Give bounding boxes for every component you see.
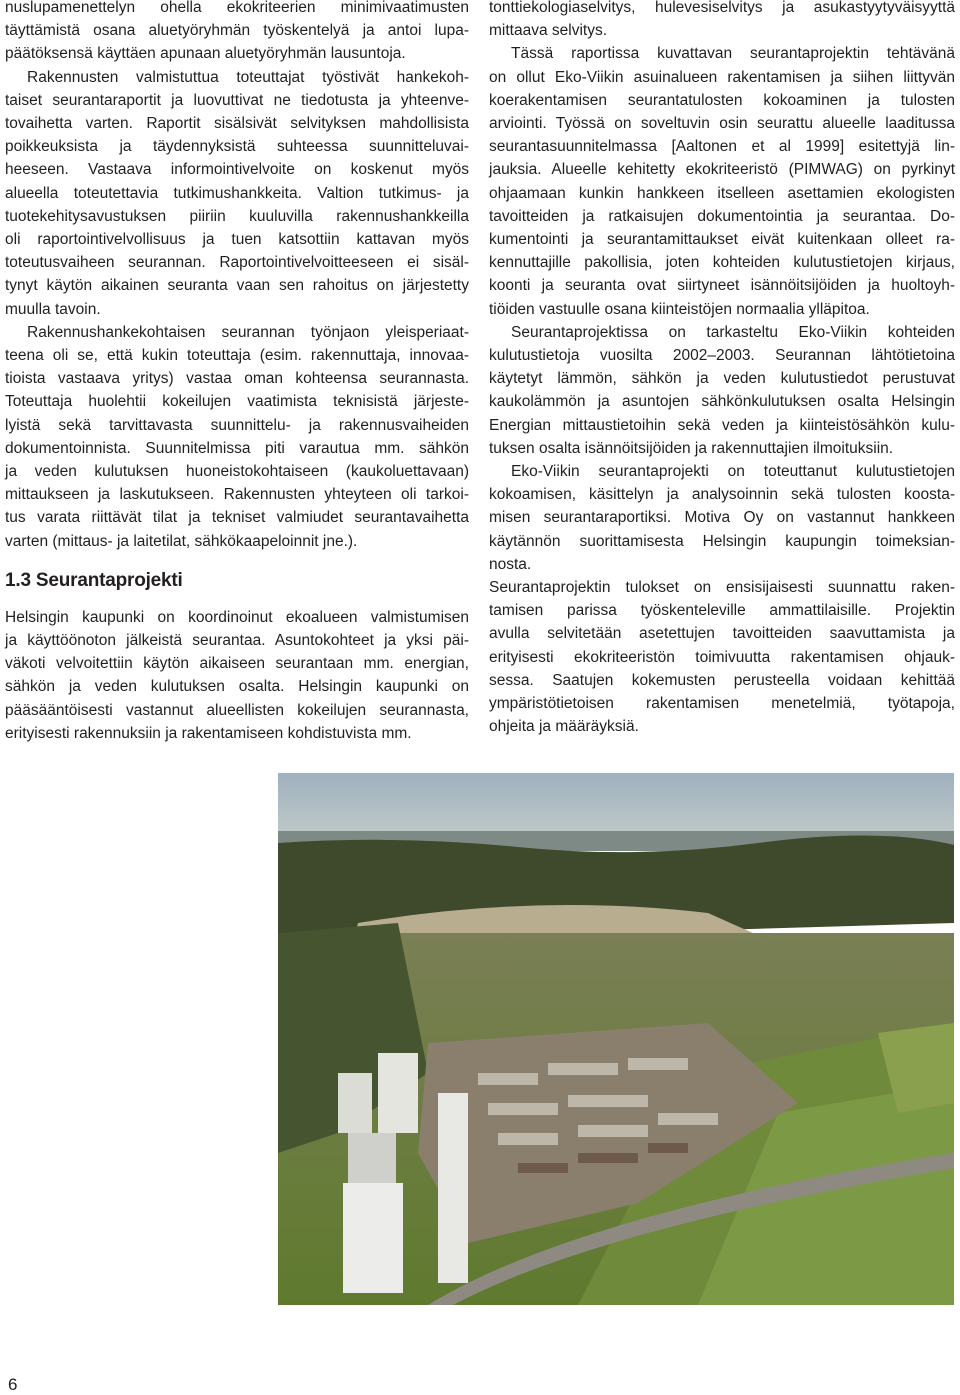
text-line: tavoitteiden ja ratkaisujen dokumentointia ja seurantaa. Do- (489, 207, 955, 225)
paragraph-surveys (489, 0, 955, 42)
text-line: Seurantaprojektin tulokset on ensisijaisesti suunnattu raken- (489, 579, 955, 597)
text-line: Tässä raportissa kuvattavan seurantaprojektin tehtävänä (511, 45, 955, 63)
text-line: koerakentamisen seurantatulosten kokoaminen ja tulosten (489, 91, 955, 109)
text-line: Eko-Viikin seurantaprojekti on toteuttanut kulutustietojen (511, 463, 955, 481)
text-line: ohjeita ja määräyksiä. (489, 718, 639, 736)
text-line: seurantasuunnitelmassa [Aaltonen et al 1999] esitettyjä lin- (489, 138, 955, 156)
text-line: erityisesti rakennuksiin ja rakentamiseen kohdistuvista mm. (5, 724, 412, 742)
text-line: tamisen parissa työskenteleville ammattilaisille. Projektin (489, 602, 955, 620)
text-line: taiset seurantaraportit ja luovuttivat ne tiedotusta ja yhteenve- (5, 91, 469, 109)
text-line: sähkön ja veden kulutuksen osalta. Helsingin kaupunki on (5, 678, 469, 696)
text-line: Energian mittaustietoihin sekä veden ja kiinteistösähkön kulu- (489, 416, 955, 434)
text-line: käytetyt lämmön, sähkön ja veden kulutustiedot perustuvat (489, 370, 955, 388)
paragraph-project-execution (489, 460, 955, 576)
text-line: tioista vastaava yritys) vastaa oman kohteensa seurannasta. (5, 370, 469, 388)
text-line: ohjaamaan kunkin hankkeen itselleen asettamien ekologisten (489, 184, 955, 202)
paragraph-division-of-work (5, 321, 469, 553)
text-line: ja käyttöönoton jälkeistä seurantaa. Asuntokohteet ja yksi päi- (5, 632, 469, 650)
text-line: kokoamisen, käsittelyn ja analysoinnin sekä tulosten koosta- (489, 486, 955, 504)
text-line: koonti ja seuranta ovat siirtyneet isännöitsijöiden ja huoltoyh- (489, 277, 955, 295)
text-line: tonttiekologiaselvitys, hulevesiselvitys ja asukastyytyväisyyttä (489, 0, 955, 16)
text-line: muulla tavoin. (5, 300, 101, 318)
text-line: on ollut Eko-Viikin asuinalueen rakentamisen ja siihen liittyvän (489, 68, 955, 86)
text-line: toteutusvaiheen seurannan. Raportointivelvoitteeseen ei sisäl- (5, 254, 469, 272)
text-line: sessa. Saatujen kokemusten perusteella voidaan kehittää (489, 671, 955, 689)
text-line: Toteuttaja huolehtii kokeilujen vaatimista teknisistä järjeste- (5, 393, 469, 411)
text-line: erityisesti ekokriteeristön toimivuutta rakentamisen ohjauk- (489, 648, 955, 666)
text-line: avulla selvitetään asetettujen tavoitteiden saavuttamista ja (489, 625, 955, 643)
text-line: heeseen. Vastaava informointivelvoite on koskenut myös (5, 161, 469, 179)
text-line: täyttämistä osana aluetyöryhmän työskentelyä ja antoi lupa- (5, 22, 469, 40)
aerial-photo (278, 773, 954, 1305)
text-line: dokumentoinnista. Suunnitelmissa piti varautua mm. sähkön (5, 439, 469, 457)
text-line: kumentointi ja seurantamittaukset eivät kuitenkaan olleet ra- (489, 231, 955, 249)
text-line: käytännön suorittamisesta Helsingin kaupungin toimeksian- (489, 532, 955, 550)
text-line: pääsääntöisesti vastannut alueellisten kokeilujen seurannasta, (5, 701, 469, 719)
text-line: kennuttajille pakollisia, joten kohteiden kulutustietojen kirjaus, (489, 254, 955, 272)
text-line: jauksia. Alueelle kehitetty ekokriteeristö (PIMWAG) on pyrkinyt (489, 161, 955, 179)
text-line: Rakennushankekohtaisen seurannan työnjaon yleisperiaat- (27, 323, 469, 341)
text-line: kaukolämmön ja asuntojen sähkönkulutuksen osalta Helsingin (489, 393, 955, 411)
text-line: teena oli se, että kukin toteuttaja (esim. rakennuttaja, innovaa- (5, 347, 469, 365)
text-line: oli raportointivelvollisuus ja tuen katsottiin kattavan myös (5, 231, 469, 249)
page-number: 6 (8, 1375, 18, 1394)
text-line: varten (mittaus- ja laitetilat, sähkökaapeloinnit jne.). (5, 532, 358, 550)
text-line: tuotekehitysavustuksen piiriin kuuluvilla rakennushankkeilla (5, 207, 469, 225)
paragraph-city-coordination (5, 606, 469, 745)
text-line: tiöiden vastuulle osana kiinteistöjen normaalia ylläpitoa. (489, 300, 870, 318)
paragraph-project-task (489, 42, 955, 320)
text-line: Rakennusten valmistuttua toteuttajat työstivät hankekoh- (27, 68, 469, 86)
text-line: lyistä sekä tarvittavasta suunnittelu- ja rakennusvaiheiden (5, 416, 469, 434)
text-line: nuslupamenettelyn ohella ekokriteerien minimivaatimusten (5, 0, 469, 16)
text-line: tus varata riittävät tilat ja tekniset valmiudet seurantavaihetta (5, 509, 469, 527)
text-line: päätöksensä käyttäen apunaan aluetyöryhmän lausuntoja. (5, 45, 406, 63)
text-line: Seurantaprojektissa on tarkasteltu Eko-Viikin kohteiden (511, 323, 955, 341)
text-line: mittaava selvitys. (489, 22, 608, 40)
paragraph-consumption-data (489, 321, 955, 460)
right-column (489, 0, 955, 739)
text-line: kulutustietoja vuosilta 2002–2003. Seurannan lähtötietoina (489, 347, 955, 365)
text-line: ja veden kulutuksen huoneistokohtaiseen (kaukoluettavaan) (5, 463, 469, 481)
text-line: alueella toteutettavia tutkimushankkeita. Valtion tutkimus- ja (5, 184, 469, 202)
text-line: mittaukseen ja laskutukseen. Rakennusten yhteyteen oli tarkoi- (5, 486, 469, 504)
text-line: Helsingin kaupunki on koordinoinut ekoalueen valmistumisen (5, 608, 469, 626)
text-line: poikkeuksista ja täydennyksistä suhteessa suunnitteluvai- (5, 138, 469, 156)
left-column (5, 0, 469, 745)
text-line: tynyt käytön aikainen seuranta vaan sen rahoitus on järjestetty (5, 277, 469, 295)
text-line: väkoti velvoitettiin käytön aikaiseen seurantaan mm. energian, (5, 655, 469, 673)
text-line: arviointi. Työssä on soveltuvin osin seurattu alueelle laaditussa (489, 115, 955, 133)
text-line: nosta. (489, 555, 532, 573)
section-heading: 1.3 Seurantaprojekti (5, 569, 183, 591)
text-line: ympäristötietoisen rakentamisen menetelmiä, työtapoja, (489, 695, 955, 713)
text-line: tovaihetta varten. Raportit sisälsivät selvityksen mahdollisista (5, 115, 469, 133)
paragraph-requirements (5, 0, 469, 321)
paragraph-results-audience (489, 576, 955, 738)
text-line: tuksen osalta isännöitsijöiden ja rakennuttajien ilmoituksiin. (489, 439, 894, 457)
text-line: misen seurantaraportiksi. Motiva Oy on vastannut hankkeen (489, 509, 955, 527)
